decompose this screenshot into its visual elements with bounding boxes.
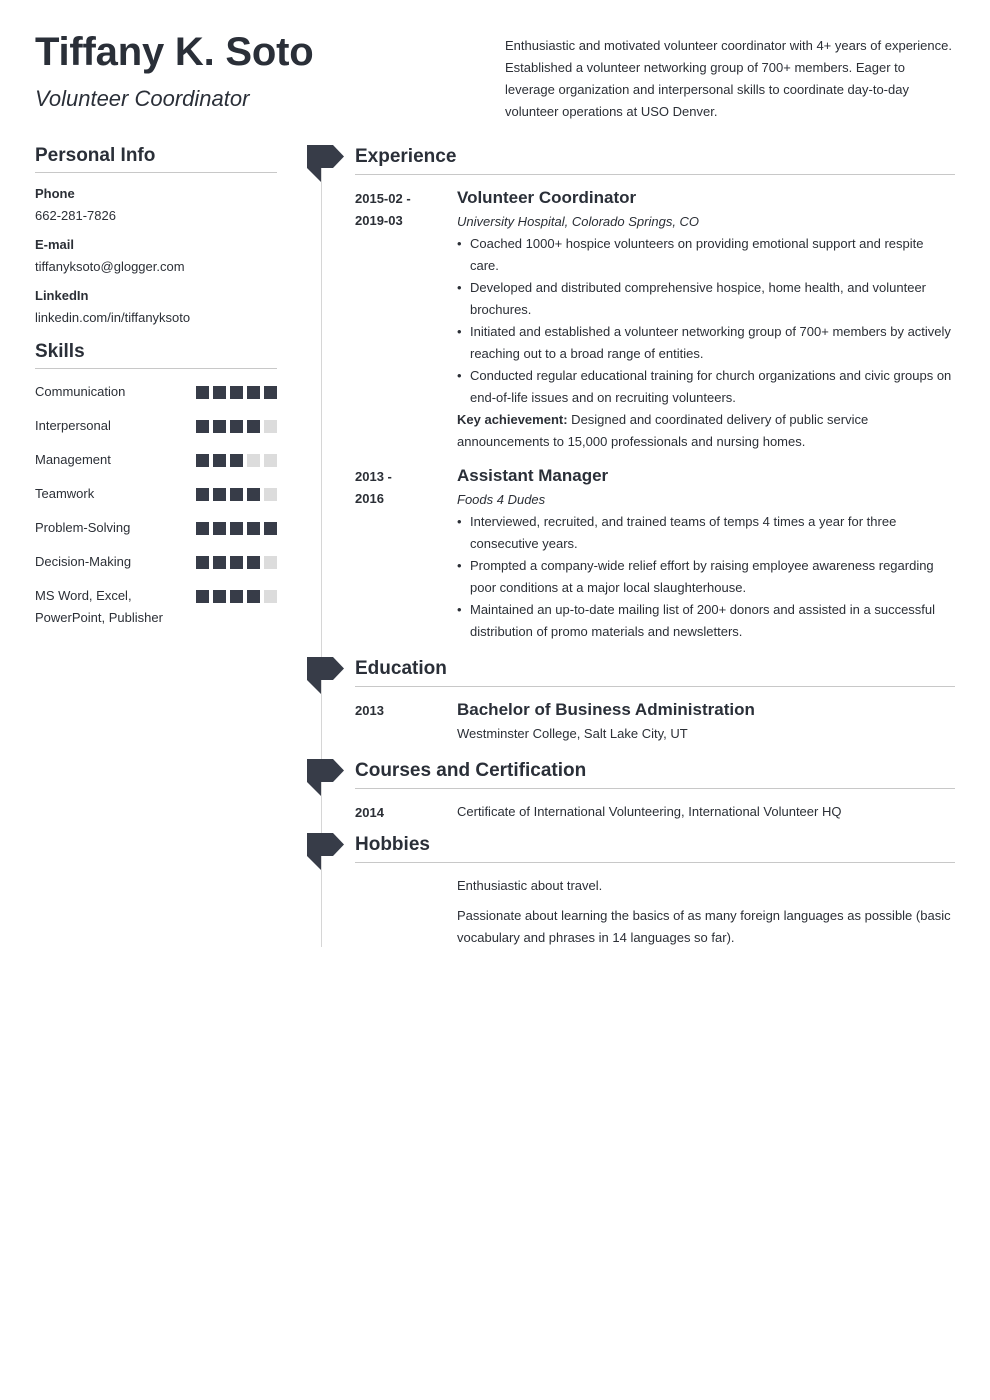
timeline-line bbox=[321, 168, 322, 947]
hobbies-heading: Hobbies bbox=[355, 833, 955, 863]
key-achievement bbox=[457, 409, 955, 453]
email-label: E-mail bbox=[35, 237, 75, 252]
job-bullets bbox=[457, 233, 955, 409]
experience-heading: Experience bbox=[355, 145, 955, 175]
course-date: 2014 bbox=[355, 805, 384, 820]
experience-section bbox=[355, 145, 955, 643]
job-entry bbox=[355, 187, 955, 453]
rating-dot-filled bbox=[196, 420, 209, 433]
skill-rating bbox=[196, 522, 277, 535]
job-body bbox=[457, 187, 955, 453]
job-body bbox=[457, 465, 955, 643]
skill-rating bbox=[196, 454, 277, 467]
hobbies-entry bbox=[355, 875, 955, 949]
rating-dot-empty bbox=[264, 454, 277, 467]
skill-item bbox=[35, 449, 277, 471]
hobby-item: Enthusiastic about travel. bbox=[457, 878, 603, 893]
rating-dot-filled bbox=[230, 590, 243, 603]
job-bullet: • Developed and distributed comprehensive hospice, home health, and volunteer brochures. bbox=[457, 277, 955, 321]
rating-dot-filled bbox=[264, 386, 277, 399]
rating-dot-filled bbox=[264, 522, 277, 535]
left-column bbox=[35, 145, 277, 629]
skill-name: Management bbox=[35, 452, 111, 467]
job-date-end: 2016 bbox=[355, 491, 384, 506]
skill-item bbox=[35, 585, 277, 629]
job-title: Assistant Manager bbox=[457, 466, 609, 485]
skill-name: MS Word, Excel, PowerPoint, Publisher bbox=[35, 588, 163, 625]
skill-rating bbox=[196, 420, 277, 433]
skill-rating bbox=[196, 556, 277, 569]
skill-item bbox=[35, 381, 277, 403]
rating-dot-filled bbox=[230, 386, 243, 399]
skill-item bbox=[35, 415, 277, 437]
job-date-start: 2015-02 - bbox=[355, 191, 411, 206]
rating-dot-filled bbox=[213, 454, 226, 467]
job-bullet: • Prompted a company-wide relief effort by raising employee awareness regarding poor conditions at a major local slaughterhouse. bbox=[457, 555, 955, 599]
profile-summary: Enthusiastic and motivated volunteer coordinator with 4+ years of experience. Established a volunteer networking group of 700+ members. Eager to leverage organization and interpersonal skills to coordinate day-to-day volunteer operations at USO Denver. bbox=[505, 38, 952, 119]
rating-dot-filled bbox=[213, 556, 226, 569]
skills-list bbox=[35, 381, 277, 629]
job-bullet: • Coached 1000+ hospice volunteers on providing emotional support and respite care. bbox=[457, 233, 955, 277]
course-body bbox=[457, 801, 955, 824]
skills-heading: Skills bbox=[35, 341, 277, 369]
key-achievement-text: Designed and coordinated delivery of public service announcements to 15,000 professionals and nursing homes. bbox=[457, 412, 869, 449]
rating-dot-filled bbox=[196, 386, 209, 399]
key-achievement-label: Key achievement: bbox=[457, 412, 568, 427]
job-date-start: 2013 - bbox=[355, 469, 392, 484]
rating-dot-filled bbox=[213, 488, 226, 501]
degree-title: Bachelor of Business Administration bbox=[457, 700, 755, 719]
rating-dot-filled bbox=[230, 522, 243, 535]
education-flag-icon bbox=[307, 657, 344, 695]
rating-dot-filled bbox=[213, 590, 226, 603]
hobbies-flag-icon bbox=[307, 833, 344, 871]
rating-dot-empty bbox=[247, 454, 260, 467]
linkedin-value: linkedin.com/in/tiffanyksoto bbox=[35, 310, 191, 325]
rating-dot-empty bbox=[264, 420, 277, 433]
rating-dot-filled bbox=[213, 522, 226, 535]
job-bullet: • Interviewed, recruited, and trained teams of temps 4 times a year for three consecutive years. bbox=[457, 511, 955, 555]
job-title: Volunteer Coordinator bbox=[457, 188, 637, 207]
email-value: tiffanyksoto@glogger.com bbox=[35, 259, 185, 274]
rating-dot-filled bbox=[247, 556, 260, 569]
job-organization: University Hospital, Colorado Springs, CO bbox=[457, 214, 700, 229]
personal-info-heading: Personal Info bbox=[35, 145, 277, 173]
school-name: Westminster College, Salt Lake City, UT bbox=[457, 726, 688, 741]
education-entry bbox=[355, 699, 955, 745]
phone-value: 662-281-7826 bbox=[35, 208, 116, 223]
job-dates bbox=[355, 465, 457, 643]
skill-rating bbox=[196, 590, 277, 603]
skill-name: Communication bbox=[35, 384, 126, 399]
courses-section bbox=[355, 759, 955, 824]
rating-dot-filled bbox=[213, 386, 226, 399]
rating-dot-filled bbox=[196, 556, 209, 569]
courses-flag-icon bbox=[307, 759, 344, 797]
job-date-end: 2019-03 bbox=[355, 213, 403, 228]
candidate-job-title: Volunteer Coordinator bbox=[35, 86, 250, 111]
rating-dot-filled bbox=[230, 556, 243, 569]
rating-dot-filled bbox=[247, 386, 260, 399]
course-entry bbox=[355, 801, 955, 824]
candidate-name: Tiffany K. Soto bbox=[35, 30, 314, 74]
hobbies-section bbox=[355, 833, 955, 949]
experience-flag-icon bbox=[307, 145, 344, 183]
rating-dot-filled bbox=[230, 454, 243, 467]
hobby-item: Passionate about learning the basics of as many foreign languages as possible (basic vocabulary and phrases in 14 languages so far). bbox=[457, 908, 951, 945]
linkedin-label: LinkedIn bbox=[35, 288, 89, 303]
skill-item bbox=[35, 551, 277, 573]
rating-dot-filled bbox=[196, 522, 209, 535]
rating-dot-filled bbox=[247, 522, 260, 535]
education-heading: Education bbox=[355, 657, 955, 687]
skill-name: Decision-Making bbox=[35, 554, 132, 569]
skill-item bbox=[35, 483, 277, 505]
job-bullets bbox=[457, 511, 955, 643]
rating-dot-filled bbox=[213, 420, 226, 433]
job-entry bbox=[355, 465, 955, 643]
job-bullet: • Initiated and established a volunteer networking group of 700+ members by actively reaching out to a broad range of entities. bbox=[457, 321, 955, 365]
rating-dot-filled bbox=[247, 590, 260, 603]
rating-dot-filled bbox=[196, 454, 209, 467]
job-dates bbox=[355, 187, 457, 453]
hobbies-body bbox=[457, 875, 955, 949]
rating-dot-filled bbox=[247, 488, 260, 501]
education-body bbox=[457, 699, 955, 745]
job-bullet: • Conducted regular educational training for church organizations and civic groups on end-of-life issues and on recruiting volunteers. bbox=[457, 365, 955, 409]
job-organization: Foods 4 Dudes bbox=[457, 492, 546, 507]
rating-dot-filled bbox=[230, 420, 243, 433]
skill-rating bbox=[196, 386, 277, 399]
rating-dot-empty bbox=[264, 556, 277, 569]
job-bullet: • Maintained an up-to-date mailing list of 200+ donors and assisted in a successful distribution of promo materials and newsletters. bbox=[457, 599, 955, 643]
education-section bbox=[355, 657, 955, 745]
rating-dot-filled bbox=[196, 488, 209, 501]
skill-name: Teamwork bbox=[35, 486, 95, 501]
skill-rating bbox=[196, 488, 277, 501]
phone-label: Phone bbox=[35, 186, 75, 201]
education-date: 2013 bbox=[355, 703, 384, 718]
rating-dot-filled bbox=[196, 590, 209, 603]
course-text: Certificate of International Volunteering, International Volunteer HQ bbox=[457, 804, 842, 819]
courses-heading: Courses and Certification bbox=[355, 759, 955, 789]
rating-dot-filled bbox=[247, 420, 260, 433]
rating-dot-empty bbox=[264, 590, 277, 603]
rating-dot-filled bbox=[230, 488, 243, 501]
skill-name: Interpersonal bbox=[35, 418, 111, 433]
hobbies-date-spacer bbox=[355, 875, 457, 949]
rating-dot-empty bbox=[264, 488, 277, 501]
skill-name: Problem-Solving bbox=[35, 520, 131, 535]
skill-item bbox=[35, 517, 277, 539]
